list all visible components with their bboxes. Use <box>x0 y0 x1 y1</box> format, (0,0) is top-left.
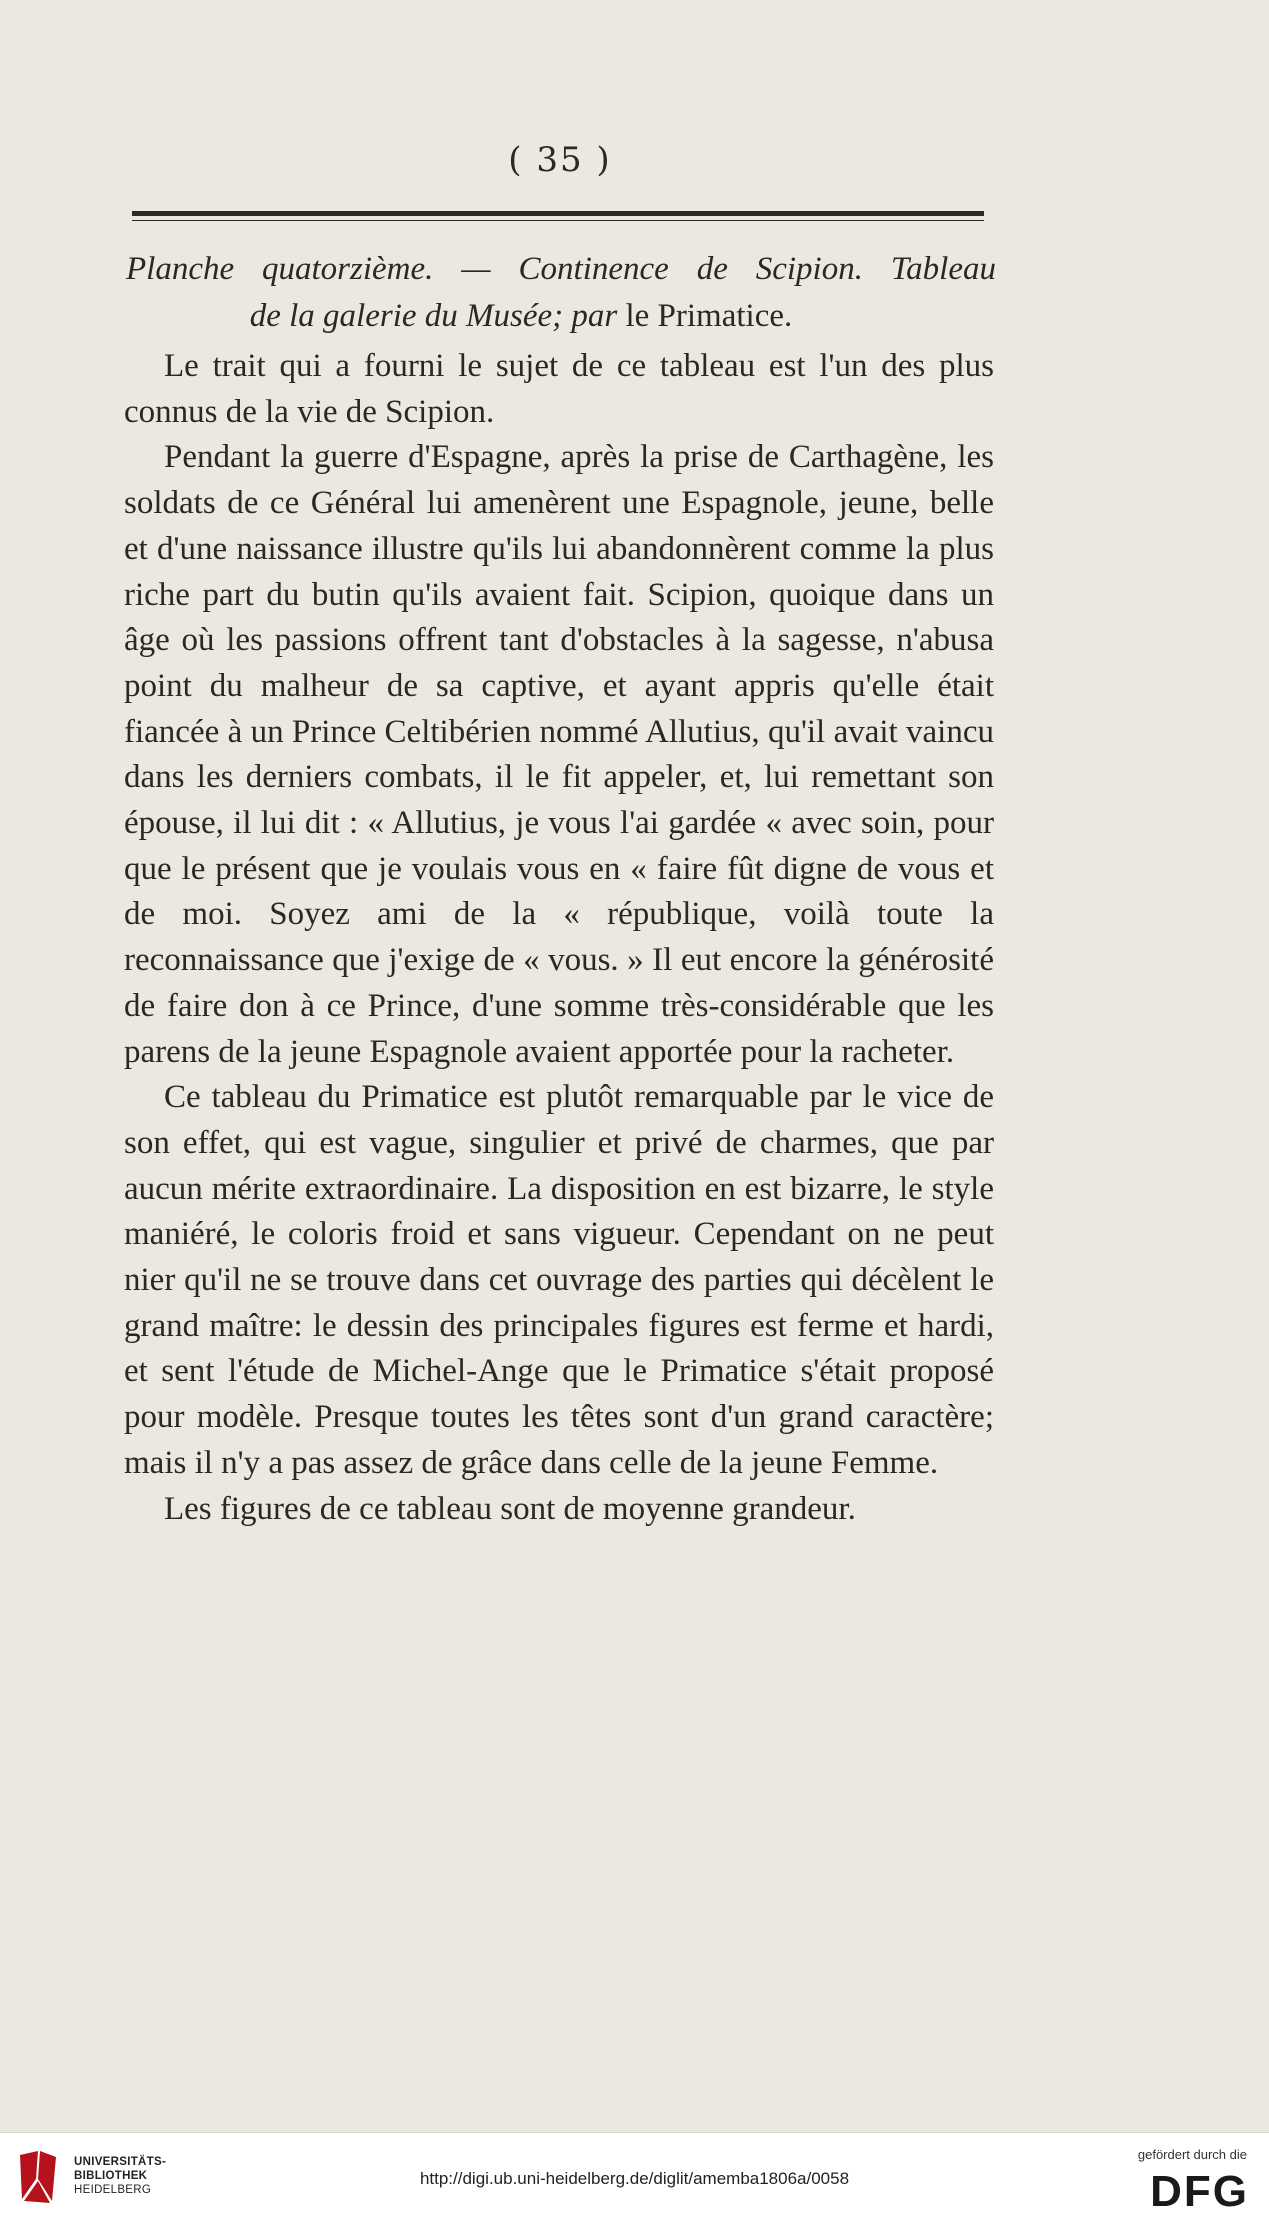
page-number: ( 35 ) <box>508 140 612 180</box>
library-name-line-1: UNIVERSITÄTS- <box>74 2156 167 2168</box>
paragraph-1: Le trait qui a fourni le sujet de ce tableau est l'un des plus connus de la vie de Scipion. <box>124 348 994 430</box>
body-text <box>124 344 994 1532</box>
paragraph-2: Pendant la guerre d'Espagne, après la prise de Carthagène, les soldats de ce Général lui amenèrent une Espagnole, jeune, belle et d'une naissance illustre qu'ils lui abandonnèrent comme la plus riche part du butin qu'ils avaient fait. Scipion, quoique dans un âge où les passions offrent tant d'obstacles à la sagesse, n'abusa point du malheur de sa captive, et ayant appris qu'elle était fiancée à un Prince Celtibérien nommé Allutius, qu'il avait vaincu dans les derniers combats, il le fit appeler, et, lui remettant son épouse, il lui dit : « Allutius, je vous l'ai gardée « avec soin, pour que le présent que je voulais vous en « faire fût digne de vous et de moi. Soyez ami de la « république, voilà toute la reconnaissance que j'exige de « vous. » Il eut encore la générosité de faire don à ce Prince, d'une somme très-considérable que les parens de la jeune Espagnole avaient apportée pour la racheter. <box>124 439 994 1070</box>
paragraph-4: Les figures de ce tableau sont de moyenne grandeur. <box>164 1490 856 1527</box>
heading-line-2-roman: le Primatice. <box>617 298 793 334</box>
plate-heading <box>126 246 996 340</box>
library-name-line-2: BIBLIOTHEK <box>74 2170 148 2182</box>
heading-line-1: Planche quatorzième. — Continence de Scipion. Tableau <box>126 251 996 287</box>
heading-line-2 <box>126 293 996 340</box>
dfg-logo: DFG <box>1150 2167 1249 2216</box>
permalink-url[interactable]: http://digi.ub.uni-heidelberg.de/diglit/amemba1806a/0058 <box>419 2169 850 2188</box>
funding-text: gefördert durch die <box>1137 2147 1247 2162</box>
footer-bar <box>0 2132 1269 2224</box>
header-rule-thick <box>132 211 984 216</box>
header-rule-thin <box>132 220 984 221</box>
heading-line-2-italic: de la galerie du Musée; par <box>249 298 618 334</box>
library-name-line-3: HEIDELBERG <box>74 2184 152 2196</box>
paragraph-3: Ce tableau du Primatice est plutôt remarquable par le vice de son effet, qui est vague, singulier et privé de charmes, que par aucun mérite extraordinaire. La disposition en est bizarre, le style maniéré, le coloris froid et sans vigueur. Cependant on ne peut nier qu'il ne se trouve dans cet ouvrage des parties qui décèlent le grand maître: le dessin des principales figures est ferme et hardi, et sent l'étude de Michel-Ange que le Primatice s'était proposé pour modèle. Presque toutes les têtes sont d'un grand caractère; mais il n'y a pas assez de grâce dans celle de la jeune Femme. <box>124 1079 994 1481</box>
